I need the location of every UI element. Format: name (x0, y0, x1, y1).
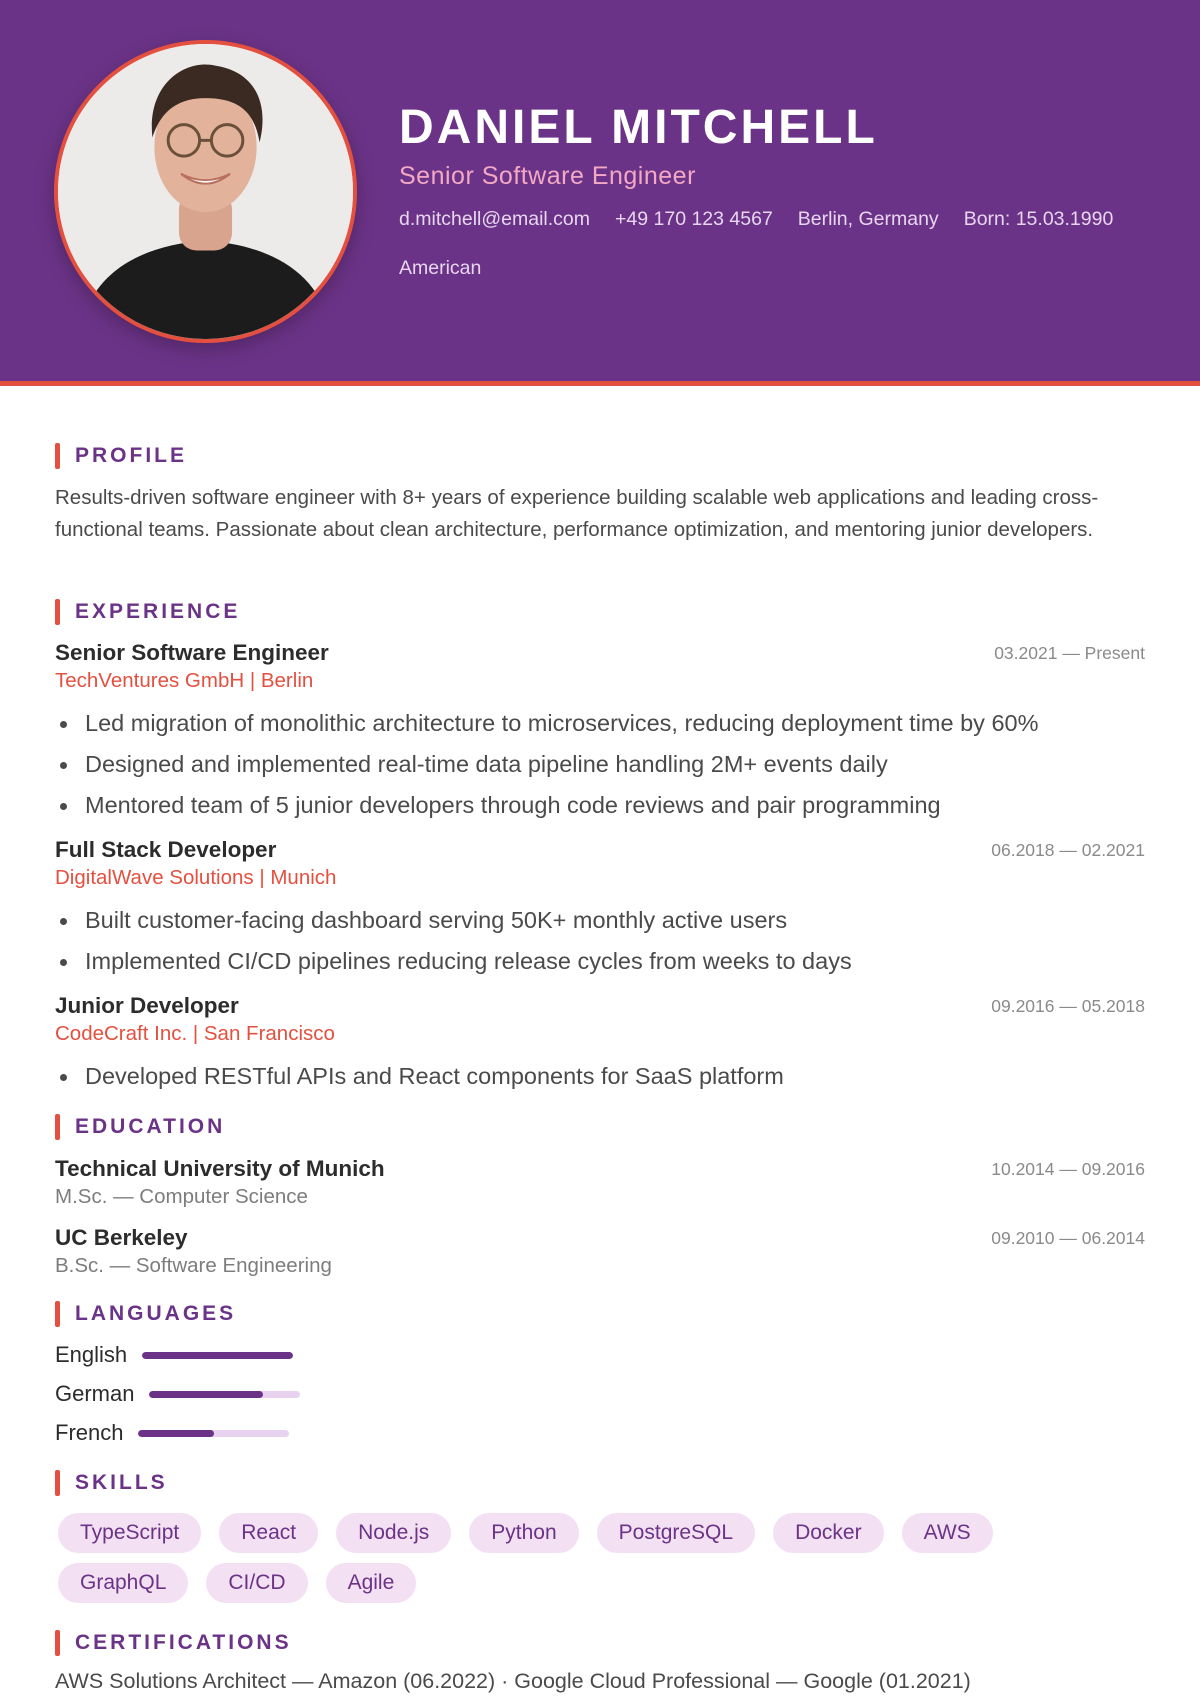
education-dates: 09.2010 — 06.2014 (991, 1228, 1145, 1248)
education-school: Technical University of Munich (55, 1156, 385, 1181)
experience-company: CodeCraft Inc. | San Francisco (55, 1022, 335, 1045)
full-name: DANIEL MITCHELL (399, 101, 878, 154)
skill-chip: GraphQL (58, 1563, 188, 1603)
skills-list (58, 1513, 1098, 1603)
section-title-certifications: CERTIFICATIONS (55, 1630, 292, 1656)
language-name: German (55, 1381, 135, 1406)
list-item: Designed and implemented real-time data pipeline handling 2M+ events daily (55, 744, 1145, 785)
list-item: Led migration of monolithic architecture to microservices, reducing deployment time by 60% (55, 703, 1145, 744)
experience-bullets (55, 1056, 1145, 1097)
education-entry (55, 1224, 1145, 1280)
language-level-bar (138, 1430, 289, 1437)
experience-dates: 03.2021 — Present (994, 643, 1145, 663)
experience-company: DigitalWave Solutions | Munich (55, 866, 337, 889)
education-school: UC Berkeley (55, 1225, 188, 1250)
skill-chip: Python (469, 1513, 578, 1553)
experience-entry (55, 836, 1145, 982)
language-name: French (55, 1420, 124, 1445)
list-item: Implemented CI/CD pipelines reducing release cycles from weeks to days (55, 941, 1145, 982)
profile-photo (58, 44, 353, 339)
education-degree: B.Sc. — Software Engineering (55, 1254, 332, 1277)
contact-info (399, 206, 1159, 282)
skill-chip: PostgreSQL (597, 1513, 755, 1553)
skill-chip: React (219, 1513, 318, 1553)
contact-location: Berlin, Germany (797, 208, 939, 230)
resume-header (0, 0, 1200, 386)
language-row (55, 1341, 293, 1369)
experience-bullets (55, 703, 1145, 826)
language-row (55, 1419, 289, 1447)
list-item: Mentored team of 5 junior developers through code reviews and pair programming (55, 785, 1145, 826)
experience-dates: 09.2016 — 05.2018 (991, 996, 1145, 1016)
contact-nationality: American (399, 257, 482, 279)
experience-bullets (55, 900, 1145, 982)
job-title: Senior Software Engineer (399, 162, 696, 190)
section-title-education: EDUCATION (55, 1114, 225, 1140)
experience-role: Full Stack Developer (55, 837, 277, 862)
contact-birthdate: Born: 15.03.1990 (963, 208, 1114, 230)
experience-entry (55, 992, 1145, 1097)
skill-chip: Docker (773, 1513, 884, 1553)
language-level-fill (142, 1352, 293, 1359)
profile-summary: Results-driven software engineer with 8+ years of experience building scalable web applications and leading cross-functional teams. Passionate about clean architecture, performance optimization, and mentoring junior developers. (55, 486, 1099, 541)
contact-phone: +49 170 123 4567 (615, 208, 773, 230)
experience-company: TechVentures GmbH | Berlin (55, 669, 314, 692)
education-dates: 10.2014 — 09.2016 (991, 1159, 1145, 1179)
language-row (55, 1380, 300, 1408)
avatar (54, 40, 357, 343)
section-title-skills: SKILLS (55, 1470, 168, 1496)
contact-email: d.mitchell@email.com (399, 208, 591, 230)
language-level-fill (149, 1391, 262, 1398)
section-title-experience: EXPERIENCE (55, 599, 240, 625)
education-entry (55, 1155, 1145, 1211)
language-name: English (55, 1342, 128, 1367)
skill-chip: TypeScript (58, 1513, 201, 1553)
experience-dates: 06.2018 — 02.2021 (991, 840, 1145, 860)
skill-chip: Node.js (336, 1513, 451, 1553)
language-level-fill (138, 1430, 214, 1437)
language-level-bar (142, 1352, 293, 1359)
certifications-list: AWS Solutions Architect — Amazon (06.2022) · Google Cloud Professional — Google (01.2021) (55, 1669, 971, 1693)
experience-entry (55, 639, 1145, 826)
experience-role: Senior Software Engineer (55, 640, 329, 665)
section-title-profile: PROFILE (55, 443, 187, 469)
skill-chip: CI/CD (206, 1563, 307, 1603)
education-degree: M.Sc. — Computer Science (55, 1185, 308, 1208)
list-item: Built customer-facing dashboard serving 50K+ monthly active users (55, 900, 1145, 941)
list-item: Developed RESTful APIs and React components for SaaS platform (55, 1056, 1145, 1097)
skill-chip: Agile (326, 1563, 417, 1603)
language-level-bar (149, 1391, 300, 1398)
experience-role: Junior Developer (55, 993, 239, 1018)
section-title-languages: LANGUAGES (55, 1301, 236, 1327)
skill-chip: AWS (902, 1513, 993, 1553)
